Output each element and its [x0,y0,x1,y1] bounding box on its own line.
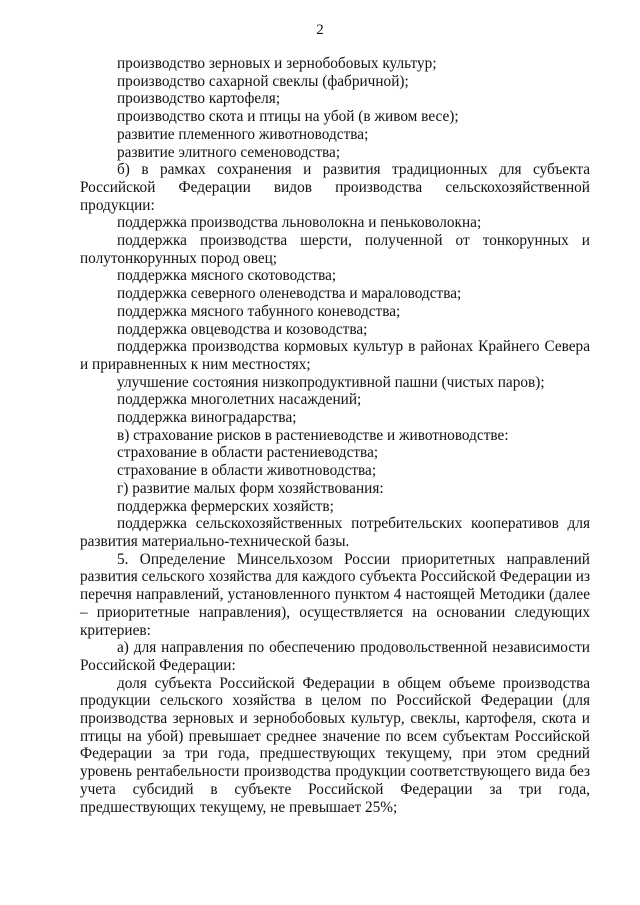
subsection-g-heading: г) развитие малых форм хозяйствования: [117,479,384,497]
clause-5-paragraph: 5. Определение Минсельхозом России приоритетных направлений развития сельского хозяйства для каждого субъекта Российской Федерации из перечня направлений, установленного пунктом 4 настоящей Методики (далее – приоритетные направления), осуществляется на основании следующих критериев: [80,550,590,639]
subsection-a-heading: а) для направления по обеспечению продовольственной независимости Российской Федерации: [80,639,590,674]
criterion-paragraph: доля субъекта Российской Федерации в общем объеме производства продукции сельского хозяйства в целом по Российской Федерации (для производства зерновых и зернобобовых культур, свеклы, картофеля, скота и птицы на убой) превышает среднее значение по всем субъектам Российской Федерации за три года, предшествующих текущему, при этом средний уровень рентабельности производства продукции соответствующего вида без учета субсидий в субъекте Российской Федерации за три года, предшествующих текущему, не превышает 25%; [80,674,590,816]
list-item: поддержка производства льноволокна и пеньковолокна; [117,214,482,232]
list-item: развитие элитного семеноводства; [117,143,341,161]
list-item: производство картофеля; [117,90,281,108]
document-body [80,55,590,816]
list-item: поддержка виноградарства; [117,409,297,427]
subsection-b-heading: б) в рамках сохранения и развития традиционных для субъекта Российской Федерации видов производства сельскохозяйственной продукции: [80,161,590,214]
list-item: улучшение состояния низкопродуктивной пашни (чистых паров); [117,373,545,391]
list-item: поддержка северного оленеводства и мараловодства; [117,285,462,303]
list-item: производство сахарной свеклы (фабричной); [117,72,409,90]
list-item: развитие племенного животноводства; [117,125,369,143]
list-item: поддержка мясного скотоводства; [117,267,337,285]
list-item: поддержка производства кормовых культур в районах Крайнего Севера и приравненных к ним местностях; [80,338,590,373]
list-item: поддержка сельскохозяйственных потребительских кооперативов для развития материально-технической базы. [80,515,590,550]
list-item: поддержка производства шерсти, полученной от тонкорунных и полутонкорунных пород овец; [80,232,590,267]
list-item: страхование в области растениеводства; [117,444,379,462]
list-item: производство скота и птицы на убой (в живом весе); [117,108,459,126]
page-number: 2 [316,22,324,38]
list-item: поддержка фермерских хозяйств; [117,497,334,515]
list-item: поддержка многолетних насаждений; [117,391,362,409]
list-item: страхование в области животноводства; [117,462,377,480]
subsection-v-heading: в) страхование рисков в растениеводстве и животноводстве: [117,426,509,444]
list-item: поддержка овцеводства и козоводства; [117,320,368,338]
list-item: поддержка мясного табунного коневодства; [117,302,401,320]
list-item: производство зерновых и зернобобовых культур; [117,55,437,72]
